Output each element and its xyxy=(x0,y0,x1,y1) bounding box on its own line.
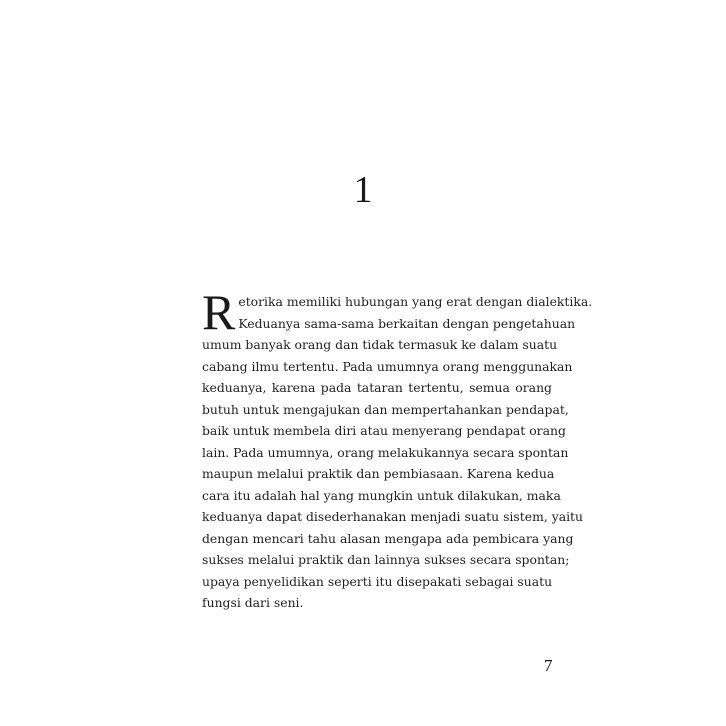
paragraph-line: sukses melalui praktik dan lainnya sukses secara spontan; xyxy=(202,552,570,567)
paragraph-line: dengan mencari tahu alasan mengapa ada pembicara yang xyxy=(202,530,574,546)
paragraph-line: cara itu adalah hal yang mungkin untuk dilakukan, maka xyxy=(202,487,561,503)
paragraph-line: baik untuk membela diri atau menyerang pendapat orang xyxy=(202,423,566,438)
paragraph-line: etorika memiliki hubungan yang erat dengan dialektika. xyxy=(238,294,593,309)
paragraph-line: lain. Pada umumnya, orang melakukannya secara spontan xyxy=(202,444,569,460)
paragraph-line: fungsi dari seni. xyxy=(202,595,304,610)
paragraph-line: Keduanya sama-sama berkaitan dengan pengetahuan xyxy=(238,315,576,331)
paragraph-line: keduanya dapat disederhanakan menjadi suatu sistem, yaitu xyxy=(202,509,583,524)
paragraph-line: umum banyak orang dan tidak termasuk ke dalam suatu xyxy=(202,337,558,352)
drop-cap: R xyxy=(202,284,236,340)
chapter-number: 1 xyxy=(353,169,373,211)
paragraph-line: cabang ilmu tertentu. Pada umumnya orang menggunakan xyxy=(202,358,573,374)
paragraph-line: maupun melalui praktik dan pembiasaan. Karena kedua xyxy=(202,466,555,481)
paragraph-line: keduanya, karena pada tataran tertentu, semua orang xyxy=(202,380,552,395)
page-number: 7 xyxy=(544,656,553,675)
chapter-paragraph xyxy=(202,284,593,614)
paragraph-line: upaya penyelidikan seperti itu disepakati sebagai suatu xyxy=(202,573,553,589)
paragraph-line: butuh untuk mengajukan dan mempertahankan pendapat, xyxy=(202,401,569,417)
